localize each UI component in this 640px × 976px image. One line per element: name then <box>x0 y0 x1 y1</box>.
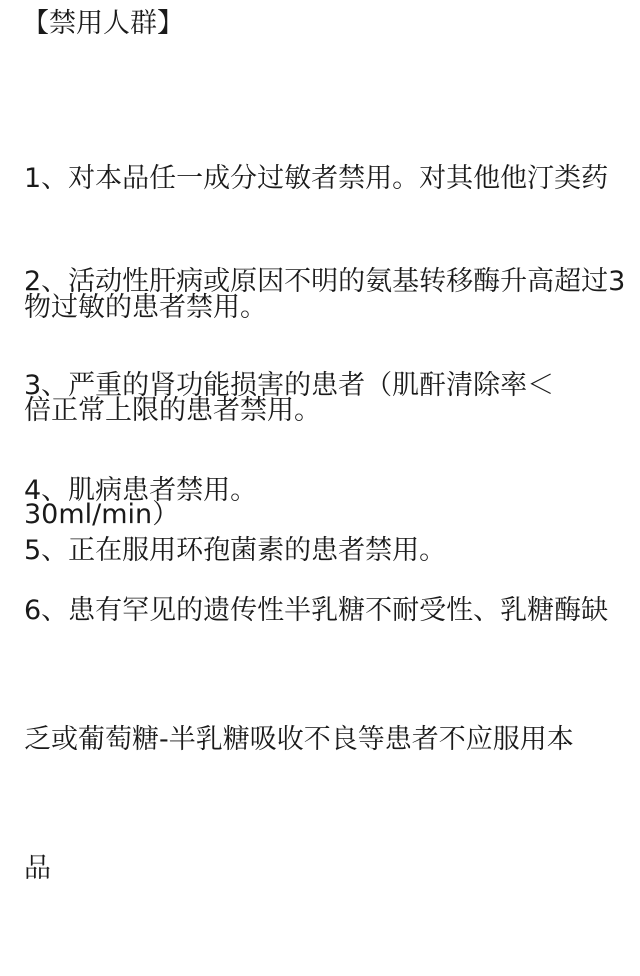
list-item-line: 乏或葡萄糖-半乳糖吸收不良等患者不应服用本 <box>24 724 574 755</box>
list-item-line: 2、活动性肝病或原因不明的氨基转移酶升高超过3 <box>24 266 626 297</box>
section-heading: 【禁用人群】 <box>22 8 184 39</box>
list-item-line: 5、正在服用环孢菌素的患者禁用。 <box>24 535 447 566</box>
list-item-line: 3、严重的肾功能损害的患者（肌酐清除率＜ <box>24 370 555 401</box>
list-item-line: 1、对本品任一成分过敏者禁用。对其他他汀类药 <box>24 163 609 194</box>
list-item-line: 物过敏的患者禁用。 <box>24 292 267 323</box>
list-item-line: 6、患有罕见的遗传性半乳糖不耐受性、乳糖酶缺 <box>24 595 609 626</box>
list-item-line: 品 <box>24 853 51 884</box>
list-item-line: 30ml/min） <box>24 499 180 530</box>
list-item <box>24 503 608 976</box>
list-item-line: 倍正常上限的患者禁用。 <box>24 395 321 426</box>
list-item-line: 4、肌病患者禁用。 <box>24 475 258 506</box>
